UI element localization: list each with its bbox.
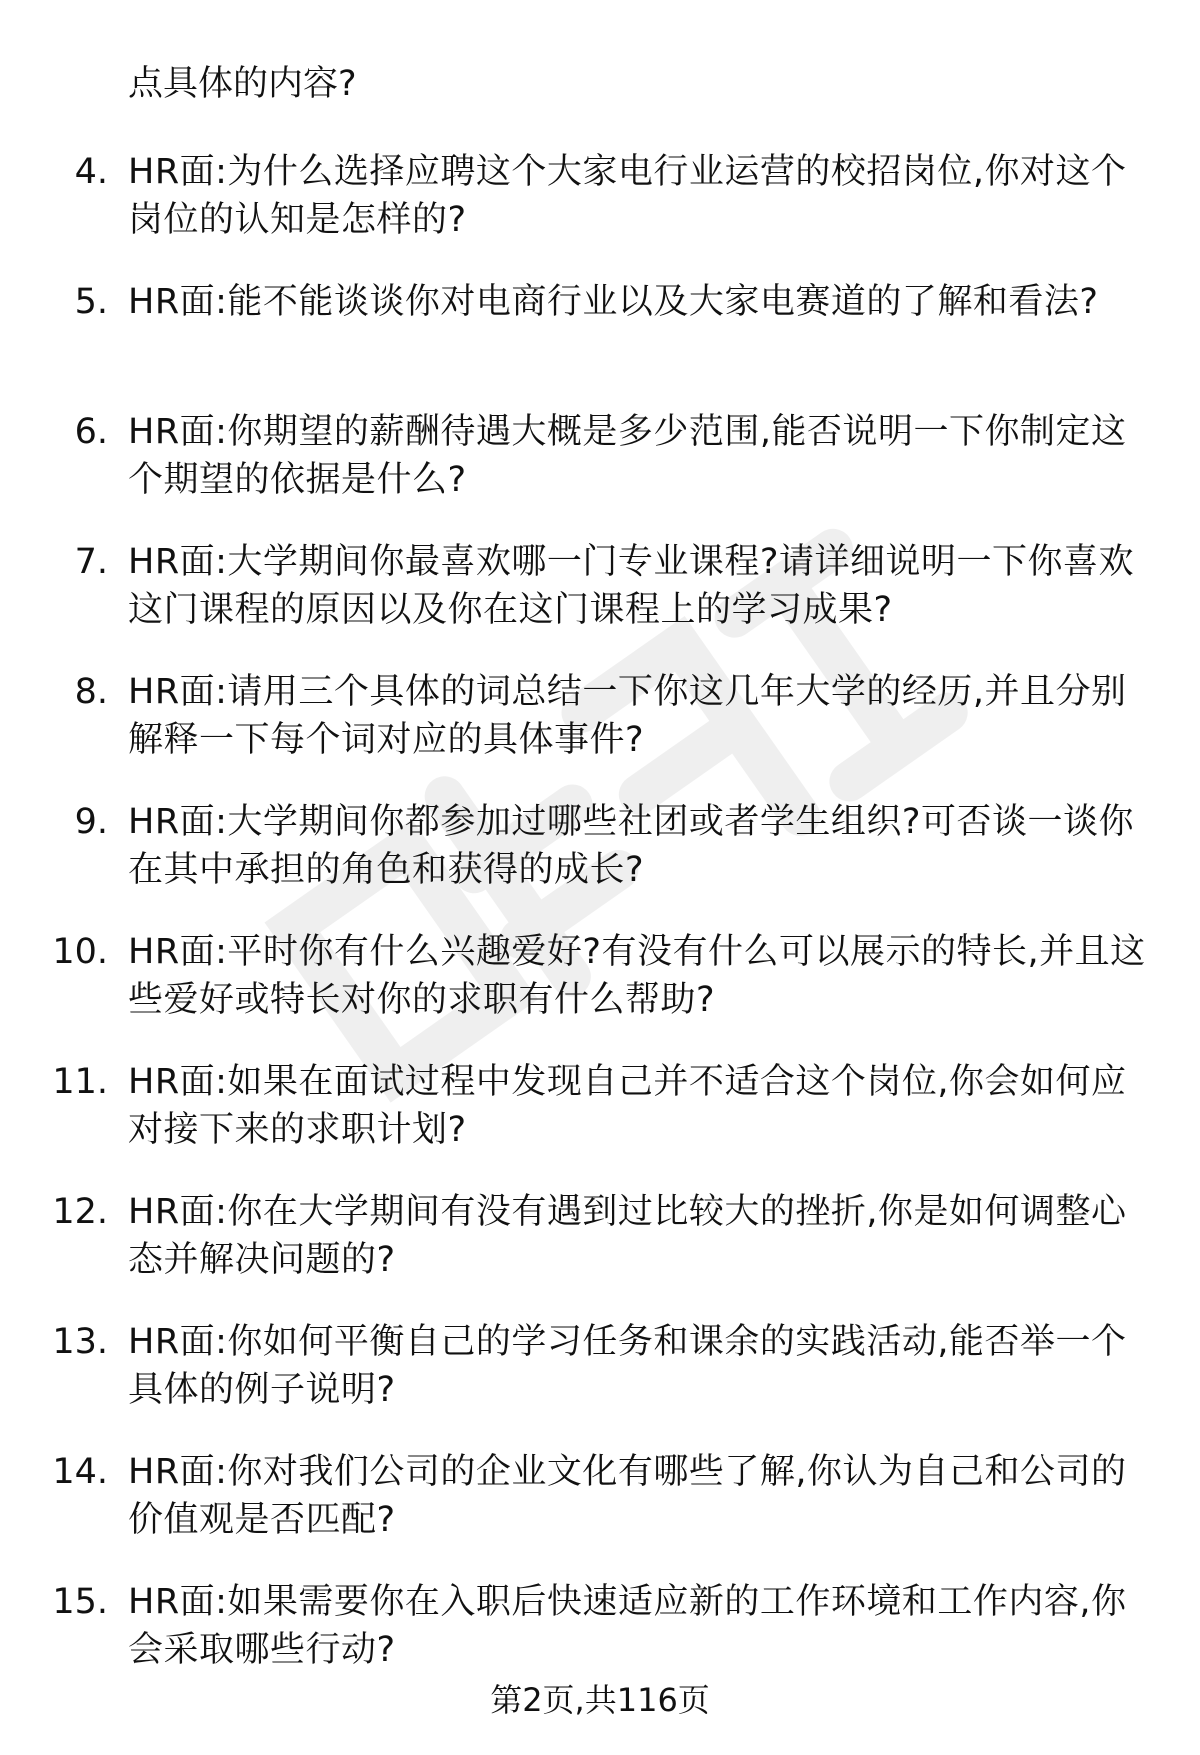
question-number: 7. — [74, 542, 108, 582]
question-item — [0, 1318, 1200, 1448]
question-number: 4. — [74, 152, 108, 192]
question-text: HR面:如果需要你在入职后快速适应新的工作环境和工作内容,你会采取哪些行动? — [128, 1582, 1127, 1670]
question-item — [0, 1058, 1200, 1188]
question-number: 5. — [74, 282, 108, 322]
question-item — [0, 148, 1200, 278]
question-item — [0, 1448, 1200, 1578]
question-text: HR面:大学期间你最喜欢哪一门专业课程?请详细说明一下你喜欢这门课程的原因以及你在这门课程上的学习成果? — [128, 542, 1135, 630]
question-text: HR面:为什么选择应聘这个大家电行业运营的校招岗位,你对这个岗位的认知是怎样的? — [128, 152, 1127, 240]
question-text: HR面:你如何平衡自己的学习任务和课余的实践活动,能否举一个具体的例子说明? — [128, 1322, 1127, 1410]
page-footer: 第2页,共116页 — [490, 1681, 710, 1719]
question-item — [0, 538, 1200, 668]
question-item — [0, 278, 1200, 408]
question-text: HR面:你对我们公司的企业文化有哪些了解,你认为自己和公司的价值观是否匹配? — [128, 1452, 1127, 1540]
question-text: HR面:请用三个具体的词总结一下你这几年大学的经历,并且分别解释一下每个词对应的具体事件? — [128, 672, 1127, 760]
question-item — [0, 798, 1200, 928]
question-item — [0, 928, 1200, 1058]
question-item — [0, 1188, 1200, 1318]
question-number: 10. — [52, 932, 108, 972]
question-number: 6. — [74, 412, 108, 452]
question-number: 9. — [74, 802, 108, 842]
question-number: 14. — [52, 1452, 108, 1492]
question-text: HR面:你期望的薪酬待遇大概是多少范围,能否说明一下你制定这个期望的依据是什么? — [128, 412, 1127, 500]
question-number: 15. — [52, 1582, 108, 1622]
question-text: HR面:你在大学期间有没有遇到过比较大的挫折,你是如何调整心态并解决问题的? — [128, 1192, 1127, 1280]
question-text: HR面:大学期间你都参加过哪些社团或者学生组织?可否谈一谈你在其中承担的角色和获得的成长? — [128, 802, 1135, 890]
question-number: 8. — [74, 672, 108, 712]
question-text: HR面:平时你有什么兴趣爱好?有没有什么可以展示的特长,并且这些爱好或特长对你的求职有什么帮助? — [128, 932, 1146, 1020]
question-text: HR面:如果在面试过程中发现自己并不适合这个岗位,你会如何应对接下来的求职计划? — [128, 1062, 1127, 1150]
continuation-text: 点具体的内容? — [128, 64, 357, 104]
question-number: 12. — [52, 1192, 108, 1232]
question-number: 11. — [52, 1062, 108, 1102]
question-list — [0, 148, 1200, 1708]
question-item — [0, 408, 1200, 538]
question-number: 13. — [52, 1322, 108, 1362]
question-text: HR面:能不能谈谈你对电商行业以及大家电赛道的了解和看法? — [128, 282, 1099, 322]
question-item — [0, 668, 1200, 798]
